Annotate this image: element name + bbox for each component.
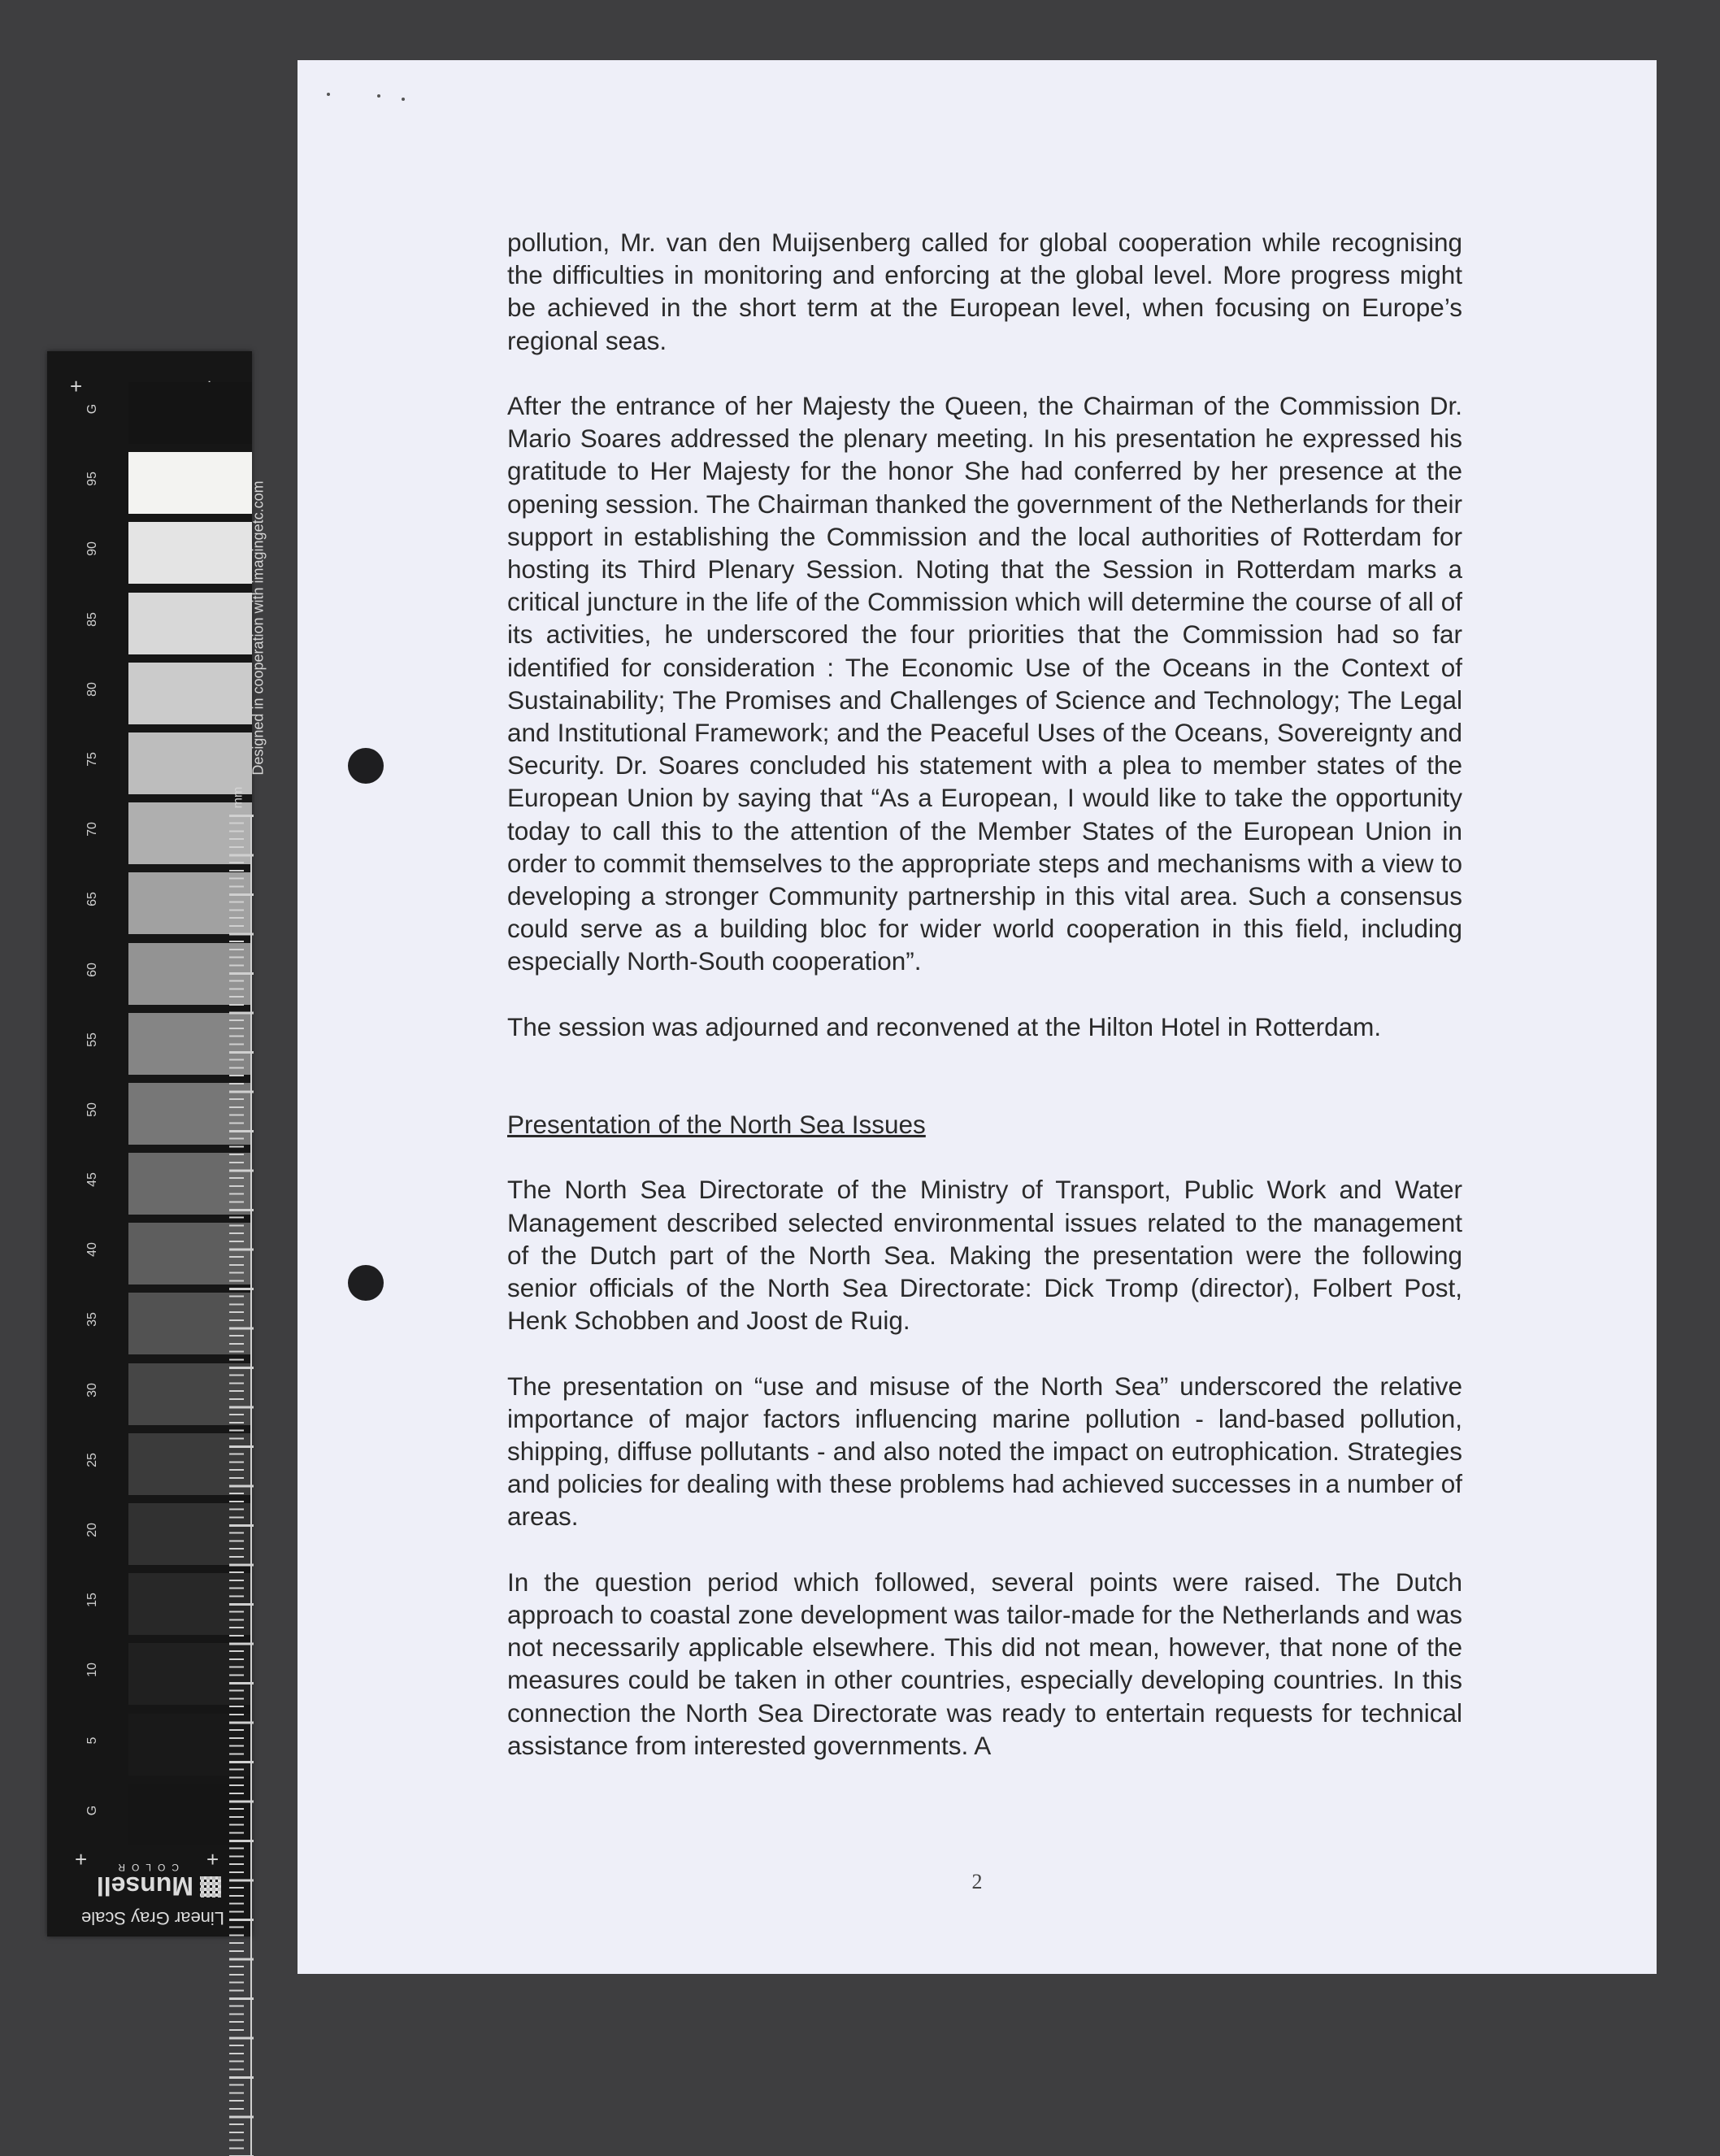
swatch-color (128, 732, 252, 794)
munsell-logo-icon (200, 1876, 221, 1897)
swatch-label: 90 (85, 541, 99, 557)
swatch-color (128, 522, 252, 584)
swatch-label: 25 (85, 1452, 99, 1467)
swatch-label: 95 (85, 472, 99, 487)
designed-by-text: Designed in cooperation with imagingetc.com (250, 480, 267, 776)
swatch-label: 5 (85, 1737, 99, 1745)
ruler-line (250, 815, 252, 2156)
swatch-label: 20 (85, 1523, 99, 1537)
gray-swatch (81, 1570, 254, 1640)
gray-swatch (81, 1430, 254, 1500)
swatch-label: 50 (85, 1102, 99, 1117)
swatch-label: 65 (85, 892, 99, 907)
swatch-label: 75 (85, 752, 99, 767)
swatch-label: G (85, 1805, 99, 1815)
paragraph: The presentation on “use and misuse of the North Sea” underscored the relative importance of major factors influencing marine pollution - land-based pollution, shipping, diffuse pollutants - and also noted the impact on eutrophication. Strategies and policies for dealing with these problems had achieved successes in a number of areas. (507, 1371, 1462, 1532)
swatch-label: 60 (85, 962, 99, 977)
gray-swatch (81, 519, 254, 589)
section-heading: Presentation of the North Sea Issues (507, 1110, 926, 1140)
gray-swatch (81, 659, 254, 729)
gray-swatch (81, 1010, 254, 1080)
punch-hole (348, 748, 384, 784)
gray-swatch (81, 1640, 254, 1710)
ruler-unit: mm (231, 786, 245, 809)
swatch-color (128, 663, 252, 724)
paper-specks (327, 93, 441, 109)
swatch-label: 40 (85, 1242, 99, 1258)
document-body (507, 226, 1462, 1794)
paragraph: pollution, Mr. van den Muijsenberg called for global cooperation while recognising the difficulties in monitoring and enforcing at the global level. More progress might be achieved in the short term at the European level, when focusing on Europe’s regional seas. (507, 228, 1462, 355)
gray-swatch (81, 1289, 254, 1359)
paragraph: In the question period which followed, several points were raised. The Dutch approach to coastal zone development was tailor-made for the Netherlands and was not necessarily applicable elsewhere. This did not mean, however, that none of the measures could be taken in other countries, especially developing countries. In this connection the North Sea Directorate was ready to entertain requests for technical assistance from interested governments. A (507, 1567, 1462, 1760)
registration-mark: + (70, 374, 83, 398)
swatch-label: 35 (85, 1312, 99, 1328)
paragraph: The session was adjourned and reconvened at the Hilton Hotel in Rotterdam. (507, 1011, 1382, 1041)
gray-swatch (81, 1710, 254, 1780)
gray-swatch (81, 799, 254, 869)
gray-scale-card (47, 351, 267, 1936)
registration-mark: + (206, 1847, 219, 1871)
gray-swatch (81, 1219, 254, 1289)
brand-sub: COLOR (111, 1862, 179, 1873)
page-number: 2 (971, 1870, 983, 1893)
gray-swatch (81, 729, 254, 799)
gray-swatch (81, 1150, 254, 1219)
gray-swatch (81, 379, 254, 449)
gray-swatch (81, 940, 254, 1010)
munsell-brand (80, 1863, 226, 1928)
swatch-label: 55 (85, 1032, 99, 1047)
swatch-color (128, 382, 252, 444)
swatch-color (128, 452, 252, 514)
swatch-label: 15 (85, 1593, 99, 1608)
brand-name: Munsell (96, 1871, 193, 1901)
gray-swatch (81, 1780, 254, 1850)
swatch-label: 80 (85, 681, 99, 697)
paragraph: After the entrance of her Majesty the Queen, the Chairman of the Commission Dr. Mario Soares addressed the plenary meeting. In his presentation he expressed his gratitude to Her Majesty for the honor She had conferred by her presence at the opening session. The Chairman thanked the government of the Netherlands for their support in establishing the Commission and the local authorities of Rotterdam for hosting its Third Plenary Session. Noting that the Session in Rotterdam marks a critical juncture in the life of the Commission which will determine the course of all of its activities, he underscored the four priorities that the Commission had so far identified for consideration : The Economic Use of the Oceans in the Context of Sustainability; The Promises and Challenges of Science and Technology; The Legal and Institutional Framework; and the Peaceful Uses of the Oceans, Sovereignty and Security. Dr. Soares concluded his statement with a plea to member states of the European Union by saying that “As a European, I would like to take the opportunity today to call this to the attention of the Member States of the European Union in order to commit themselves to the appropriate steps and mechanisms with a view to developing a stronger Community partnership in this vital area. Such a consensus could serve as a building bloc for wider world cooperation in this field, including especially North-South cooperation”. (507, 391, 1462, 976)
swatch-label: 30 (85, 1382, 99, 1397)
document-page (298, 60, 1657, 1974)
swatch-label: 70 (85, 822, 99, 837)
gray-swatch (81, 1500, 254, 1570)
gray-scale-title: Linear Gray Scale (80, 1908, 225, 1928)
gray-swatch (81, 449, 254, 519)
punch-hole (348, 1265, 384, 1301)
gray-swatch (81, 1360, 254, 1430)
swatch-label: 45 (85, 1172, 99, 1187)
gray-swatch (81, 1080, 254, 1150)
paragraph: The North Sea Directorate of the Ministry of Transport, Public Work and Water Management described selected environmental issues related to the management of the Dutch part of the North Sea. Making the presentation were the following senior officials of the North Sea Directorate: Dick Tromp (director), Folbert Post, Henk Schobben and Joost de Ruig. (507, 1175, 1462, 1336)
gray-swatch (81, 869, 254, 939)
swatch-label: G (85, 403, 99, 415)
swatch-label: 10 (85, 1663, 99, 1678)
registration-mark: + (75, 1847, 88, 1871)
swatch-label: 85 (85, 611, 99, 627)
